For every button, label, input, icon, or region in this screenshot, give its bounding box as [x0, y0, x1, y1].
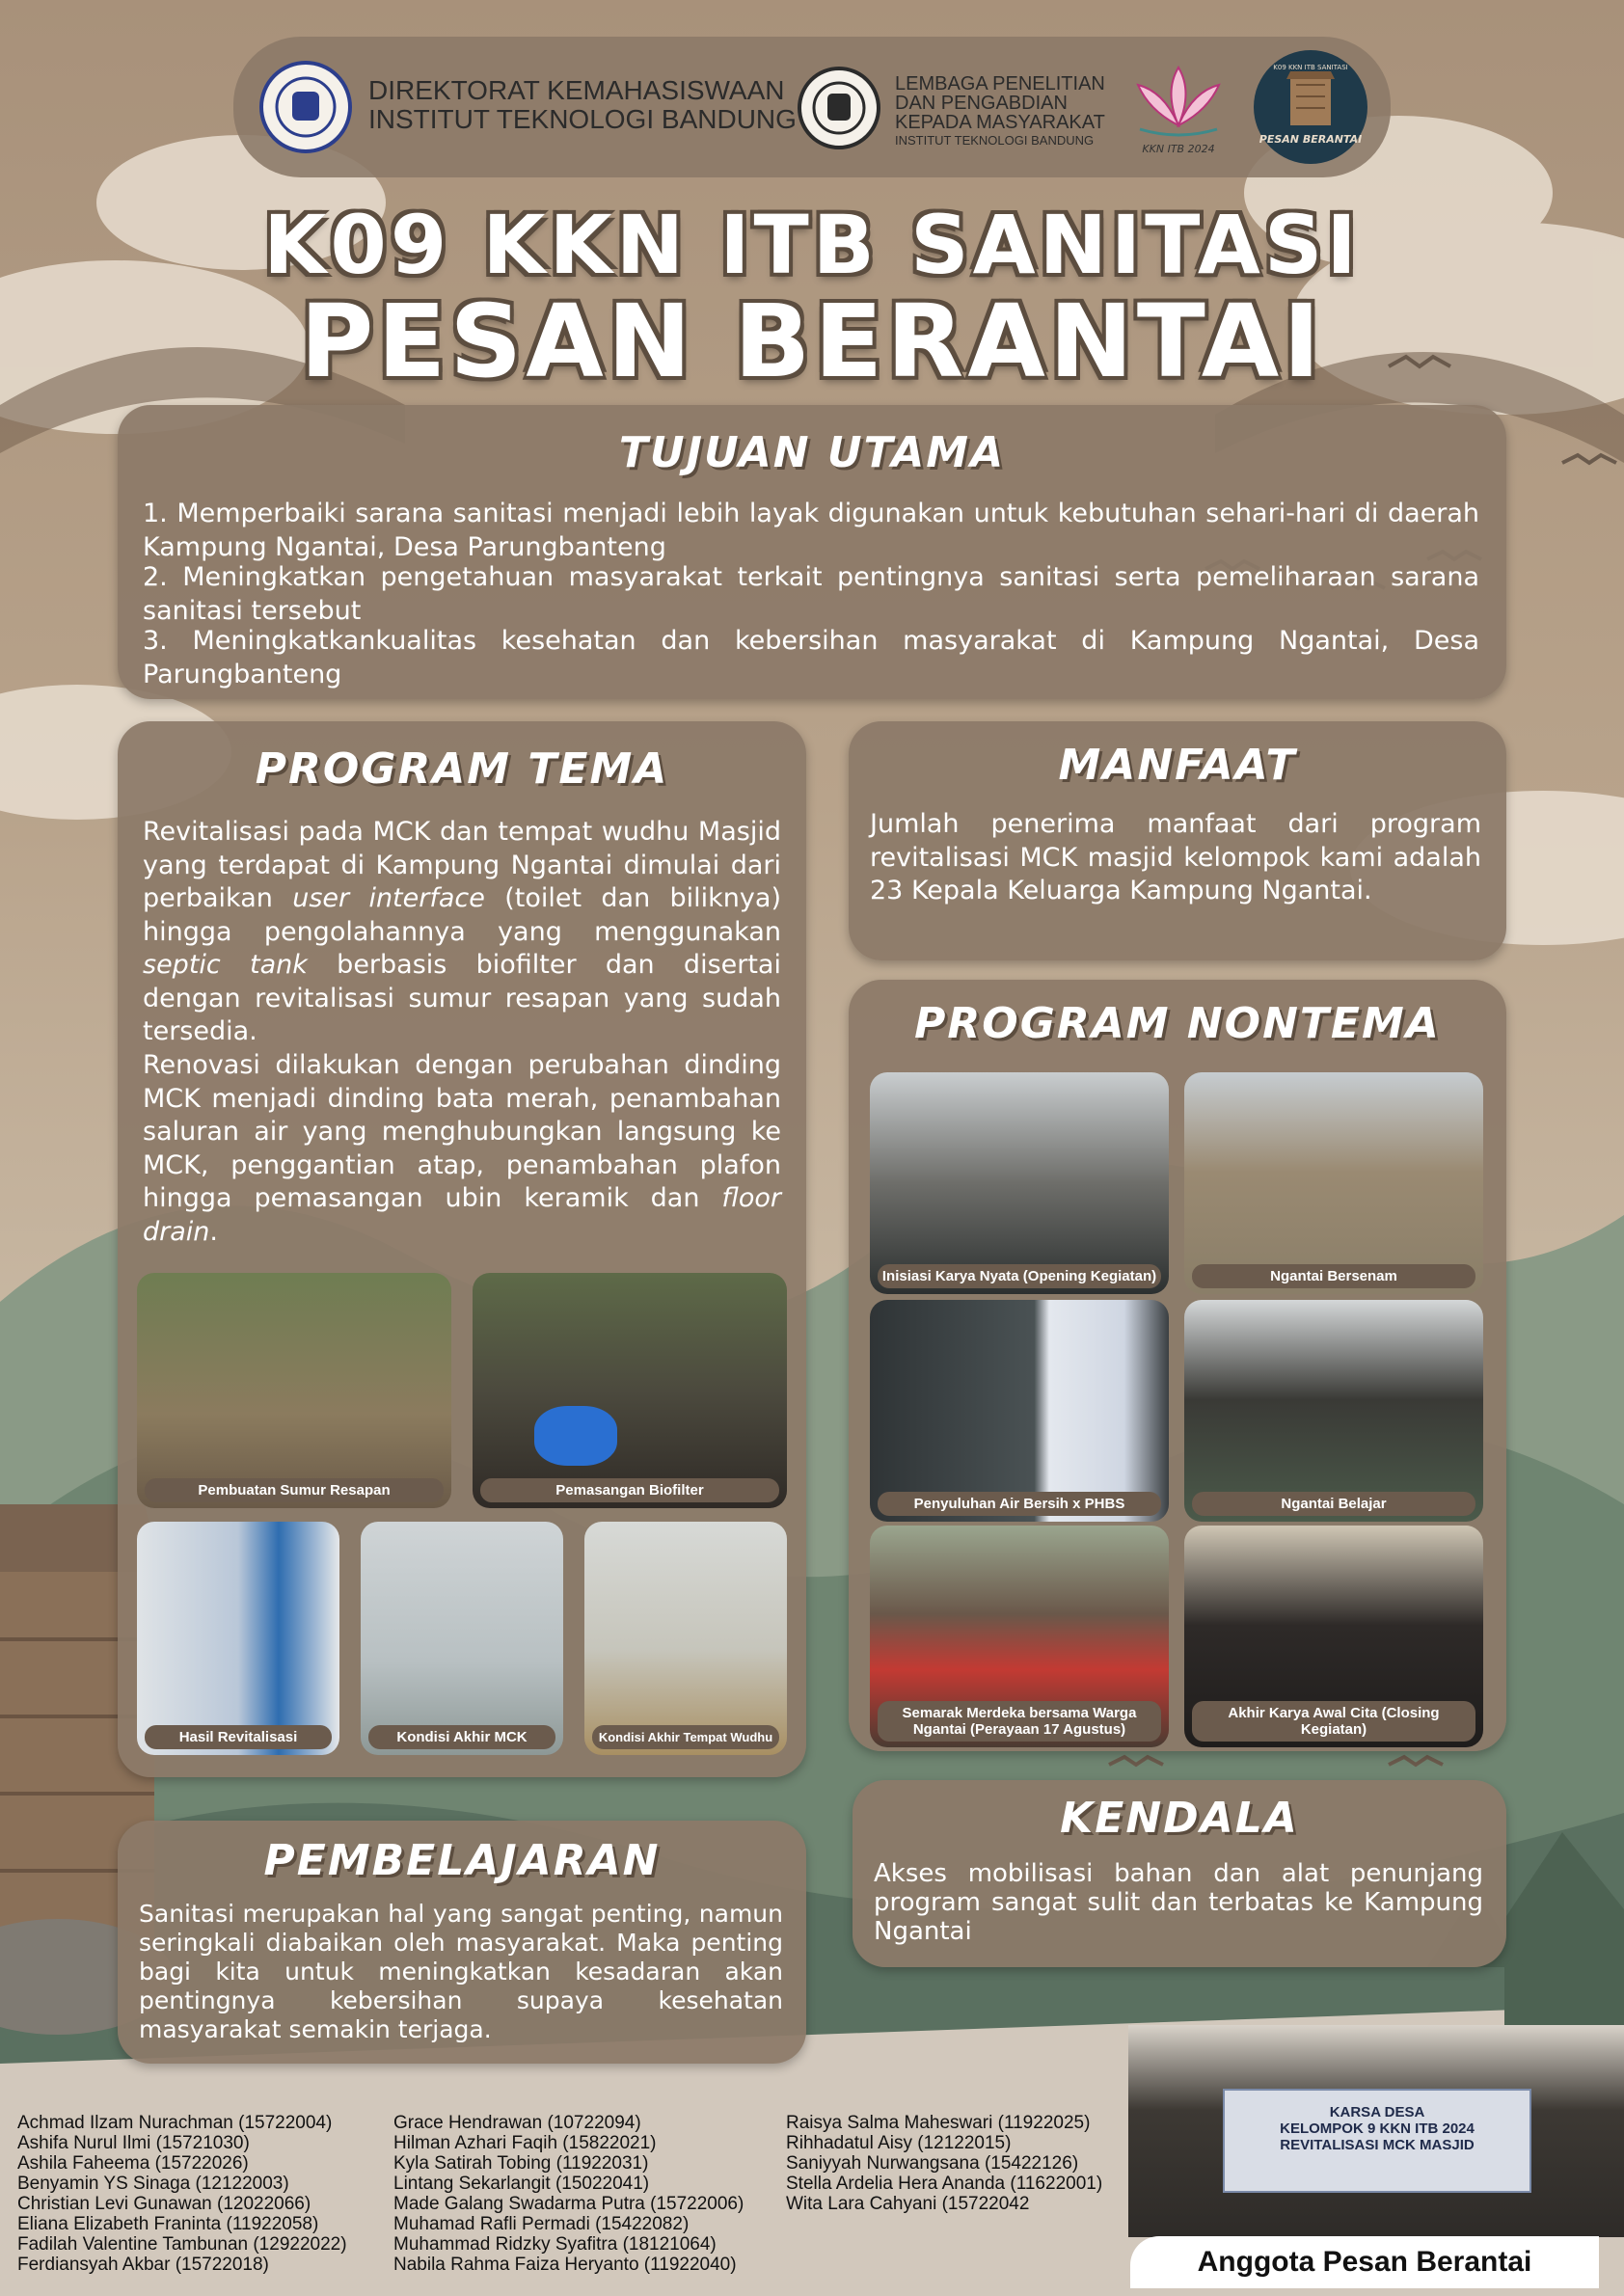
photo-caption: Inisiasi Karya Nyata (Opening Kegiatan) [878, 1264, 1161, 1288]
member-name: Lintang Sekarlangit (15022041) [393, 2174, 650, 2194]
photo-penyuluhan [870, 1300, 1169, 1522]
photo-caption: Semarak Merdeka bersama Warga Ngantai (Perayaan 17 Agustus) [878, 1701, 1161, 1742]
member-name: Ashifa Nurul Ilmi (15721030) [17, 2133, 250, 2153]
member-name: Wita Lara Cahyani (15722042 [786, 2194, 1030, 2214]
photo-caption: Kondisi Akhir Tempat Wudhu [592, 1725, 779, 1749]
pesan-logo-text: PESAN BERANTAI [1259, 133, 1363, 146]
photo-caption: Akhir Karya Awal Cita (Closing Kegiatan) [1192, 1701, 1475, 1742]
photo-opening-kegiatan [870, 1072, 1169, 1294]
kkn-logo-text: KKN ITB 2024 [1142, 143, 1215, 155]
photo-caption: Pemasangan Biofilter [480, 1478, 779, 1502]
photo-kondisi-mck [361, 1522, 563, 1755]
tujuan-utama-panel [118, 405, 1506, 699]
member-name: Ferdiansyah Akbar (15722018) [17, 2255, 269, 2275]
group-photo [1128, 2025, 1624, 2237]
tujuan-item-3: 3. Meningkatkankualitas kesehatan dan kebersihan masyarakat di Kampung Ngantai, Desa Parungbanteng [143, 626, 1479, 689]
member-name: Eliana Elizabeth Franinta (11922058) [17, 2214, 319, 2234]
lppm-logo-icon [798, 67, 880, 149]
manfaat-text: Jumlah penerima manfaat dari program revitalisasi MCK masjid kelompok kami adalah 23 Kepala Keluarga Kampung Ngantai. [870, 809, 1481, 905]
member-name: Muhamad Rafli Permadi (15422082) [393, 2214, 690, 2234]
photo-hasil-revitalisasi [137, 1522, 339, 1755]
anggota-label: Anggota Pesan Berantai [1130, 2236, 1599, 2288]
member-name: Rihhadatul Aisy (12122015) [786, 2133, 1012, 2153]
pesan-berantai-logo-icon [1254, 50, 1367, 164]
program-nontema-panel [849, 980, 1506, 1751]
member-name: Made Galang Swadarma Putra (15722006) [393, 2194, 744, 2214]
kendala-panel [853, 1780, 1506, 1967]
member-name: Christian Levi Gunawan (12022066) [17, 2194, 311, 2214]
itb-logo-icon [259, 61, 352, 153]
manfaat-heading: MANFAAT [1058, 741, 1297, 790]
banner-line2: KELOMPOK 9 KKN ITB 2024 [1280, 2120, 1475, 2137]
photo-caption: Kondisi Akhir MCK [368, 1725, 555, 1749]
pesan-logo-top-text: K09 KKN ITB SANITASI [1273, 64, 1348, 71]
org2-line3: KEPADA MASYARAKAT [895, 112, 1105, 133]
poster-title-line2: PESAN BERANTAI [300, 283, 1324, 400]
member-name: Ashila Faheema (15722026) [17, 2153, 249, 2174]
photo-closing-kegiatan [1184, 1526, 1483, 1747]
members-column-2 [393, 2113, 744, 2275]
photo-caption: Pembuatan Sumur Resapan [145, 1478, 444, 1502]
logo-header-bar [233, 37, 1391, 177]
manfaat-panel [849, 721, 1506, 960]
program-tema-panel [118, 721, 806, 1777]
org2-line1: LEMBAGA PENELITIAN [895, 73, 1105, 95]
photo-biofilter [473, 1273, 787, 1508]
program-tema-paragraph-2: Renovasi dilakukan dengan perubahan dinding MCK menjadi dinding bata merah, penambahan saluran air yang menghubungkan langsung ke MCK, penggantian atap, penambahan plafon hingga pemasangan ubin keramik dan floor drain. [143, 1050, 781, 1247]
photo-semarak-merdeka [870, 1526, 1169, 1747]
org1-line2: INSTITUT TEKNOLOGI BANDUNG [368, 104, 797, 134]
photo-caption: Ngantai Bersenam [1192, 1264, 1475, 1288]
tujuan-item-1: 1. Memperbaiki sarana sanitasi menjadi lebih layak digunakan untuk kebutuhan sehari-hari di daerah Kampung Ngantai, Desa Parungbanteng [143, 499, 1479, 562]
org1-line1: DIREKTORAT KEMAHASISWAAN [368, 75, 785, 105]
banner-line3: REVITALISASI MCK MASJID [1280, 2137, 1475, 2153]
kendala-heading: KENDALA [1060, 1794, 1299, 1843]
pembelajaran-heading: PEMBELAJARAN [263, 1836, 661, 1885]
org2-line4: INSTITUT TEKNOLOGI BANDUNG [895, 133, 1095, 148]
poster-title-line1: K09 KKN ITB SANITASI [263, 198, 1361, 292]
members-column-1 [17, 2113, 347, 2275]
member-name: Saniyyah Nurwangsana (15422126) [786, 2153, 1079, 2174]
org2-line2: DAN PENGABDIAN [895, 93, 1068, 114]
program-tema-heading: PROGRAM TEMA [255, 744, 669, 794]
blue-tank-shape [534, 1406, 617, 1466]
photo-caption: Ngantai Belajar [1192, 1492, 1475, 1516]
program-tema-paragraph-1: Revitalisasi pada MCK dan tempat wudhu Masjid yang terdapat di Kampung Ngantai dimulai dari perbaikan user interface (toilet dan biliknya) hingga pengolahannya yang menggunakan septic tank berbasis biofilter dan disertai dengan revitalisasi sumur resapan yang sudah tersedia. [143, 817, 781, 1046]
photo-caption: Penyuluhan Air Bersih x PHBS [878, 1492, 1161, 1516]
member-name: Achmad Ilzam Nurachman (15722004) [17, 2113, 333, 2133]
banner-line1: KARSA DESA [1329, 2104, 1425, 2120]
member-name: Kyla Satirah Tobing (11922031) [393, 2153, 649, 2174]
photo-ngantai-bersenam [1184, 1072, 1483, 1294]
pembelajaran-text: Sanitasi merupakan hal yang sangat penting, namun seringkali diabaikan oleh masyarakat. Maka penting bagi kita untuk meningkatkan kesadaran akan pentingnya kebersihan supaya kesehatan masyarakat semakin terjaga. [139, 1900, 783, 2043]
member-name: Muhammad Ridzky Syafitra (18121064) [393, 2234, 717, 2255]
tujuan-item-2: 2. Meningkatkan pengetahuan masyarakat terkait pentingnya sanitasi serta pemeliharaan sarana sanitasi tersebut [143, 562, 1479, 626]
kendala-text: Akses mobilisasi bahan dan alat penunjang program sangat sulit dan terbatas ke Kampung Ngantai [874, 1859, 1483, 1946]
member-name: Benyamin YS Sinaga (12122003) [17, 2174, 289, 2194]
program-nontema-heading: PROGRAM NONTEMA [914, 999, 1441, 1048]
member-name: Raisya Salma Maheswari (11922025) [786, 2113, 1091, 2133]
member-name: Fadilah Valentine Tambunan (12922022) [17, 2234, 347, 2255]
member-name: Stella Ardelia Hera Ananda (11622001) [786, 2174, 1103, 2194]
member-name: Hilman Azhari Faqih (15822021) [393, 2133, 657, 2153]
karsa-desa-banner [1223, 2089, 1531, 2193]
members-column-3 [786, 2113, 1102, 2214]
photo-sumur-resapan [137, 1273, 451, 1508]
photo-caption: Hasil Revitalisasi [145, 1725, 332, 1749]
pembelajaran-panel [118, 1821, 806, 2064]
photo-kondisi-tempat-wudhu [584, 1522, 787, 1755]
kkn-lotus-logo-icon [1121, 58, 1236, 164]
member-name: Grace Hendrawan (10722094) [393, 2113, 641, 2133]
tujuan-heading: TUJUAN UTAMA [618, 428, 1006, 477]
member-name: Nabila Rahma Faiza Heryanto (11922040) [393, 2255, 737, 2275]
photo-ngantai-belajar [1184, 1300, 1483, 1522]
